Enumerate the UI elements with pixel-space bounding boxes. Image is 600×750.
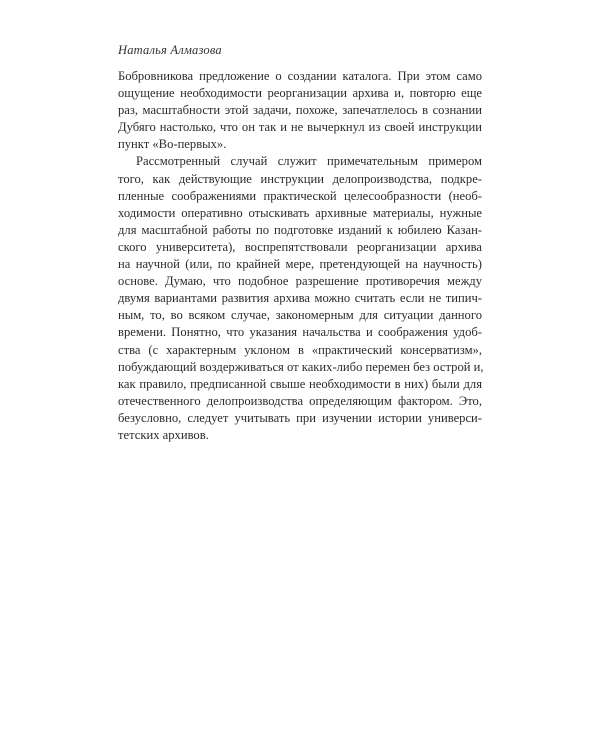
body-text [118, 68, 482, 444]
running-head-author: Наталья Алмазова [118, 43, 222, 57]
text-line: основе. Думаю, что подобное разрешение противоречия между [118, 274, 482, 289]
text-line: времени. Понятно, что указания начальства и соображения удоб- [118, 325, 482, 340]
text-line: Бобровникова предложение о создании каталога. При этом само [118, 69, 482, 83]
text-line: безусловно, следует учитывать при изучении истории универси- [118, 410, 482, 425]
text-line: раз, масштабности этой задачи, похоже, запечатлелось в сознании [118, 103, 482, 118]
text-line: как правило, предписанной свыше необходимости в них) были для [118, 376, 482, 391]
text-line: Рассмотренный случай служит примечательным примером [136, 154, 482, 169]
text-line: ского университета), воспрепятствовали реорганизации архива [118, 239, 482, 254]
paragraph-2 [118, 153, 482, 444]
text-line: того, как действующие инструкции делопроизводства, подкре- [118, 171, 482, 186]
paragraph-1 [118, 68, 482, 153]
text-line: ходимости оперативно отыскивать архивные материалы, нужные [118, 205, 482, 220]
text-line: на научной (или, по крайней мере, претендующей на научность) [118, 257, 482, 272]
text-line: ства (с характерным уклоном в «практический консерватизм», [118, 342, 482, 357]
text-line: пленные соображениями практической целесообразности (необ- [118, 188, 482, 203]
text-line: для масштабной работы по подготовке изданий к юбилею Казан- [118, 222, 482, 237]
text-line: ным, то, во всяком случае, закономерным для ситуации данного [118, 308, 482, 323]
text-line: тетских архивов. [118, 427, 209, 442]
text-line: Дубяго настолько, что он так и не вычеркнул из своей инструкции [118, 120, 482, 135]
text-line: отечественного делопроизводства определяющим фактором. Это, [118, 393, 482, 408]
text-line: двумя вариантами развития архива можно считать если не типич- [118, 291, 482, 306]
text-line: пункт «Во-первых». [118, 137, 227, 152]
text-line: побуждающий воздерживаться от каких-либо перемен без острой и, [118, 359, 484, 374]
text-line: ощущение необходимости реорганизации архива и, повторю еще [118, 86, 482, 101]
